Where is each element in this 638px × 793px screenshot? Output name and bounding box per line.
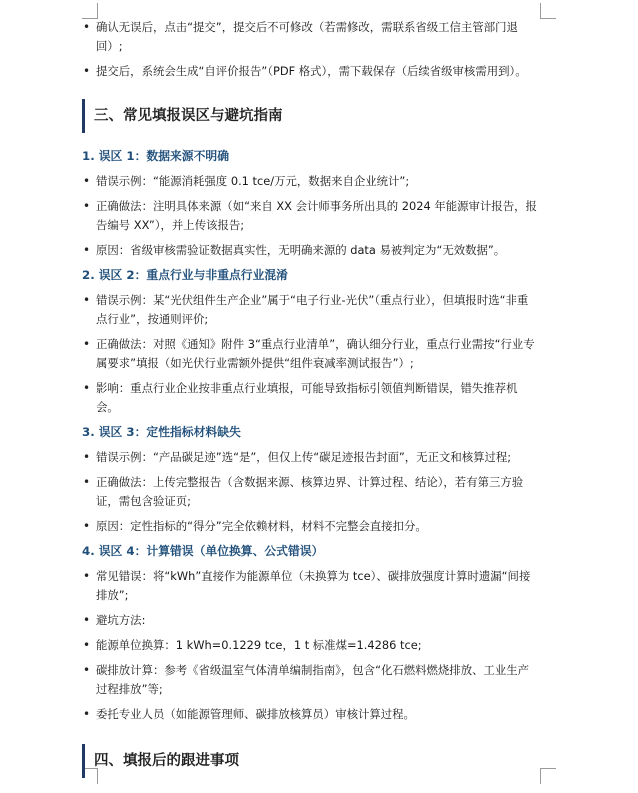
crop-mark-top-left-v <box>97 3 98 19</box>
section-heading: 三、常见填报误区与避坑指南 <box>82 99 538 133</box>
bullet-item: • 提交后，系统会生成“自评价报告”（PDF 格式），需下载保存（后续省级审核需用到）。 <box>82 62 538 81</box>
crop-mark-bottom-right-v <box>540 768 541 784</box>
bullet-item: • 确认无误后，点击“提交”，提交后不可修改（若需修改，需联系省级工信主管部门退回）; <box>82 18 538 56</box>
bullet-item: • 正确做法：对照《通知》附件 3“重点行业清单”，确认细分行业，重点行业需按“行业专属要求”填报（如光伏行业需额外提供“组件衰减率测试报告”）; <box>82 335 538 373</box>
bullet-item: • 碳排放计算：参考《省级温室气体清单编制指南》，包含“化石燃料燃烧排放、工业生产过程排放”等; <box>82 661 538 699</box>
subheading-title: 误区 4：计算错误（单位换算、公式错误） <box>98 544 324 558</box>
crop-mark-bottom-right-h <box>540 768 556 769</box>
subheading-title: 误区 3：定性指标材料缺失 <box>98 425 241 439</box>
bullet-item: • 原因：省级审核需验证数据真实性，无明确来源的 data 易被判定为“无效数据”。 <box>82 241 538 260</box>
bullet-item: • 正确做法：注明具体来源（如“来自 XX 会计师事务所出具的 2024 年能源审计报告，报告编号 XX”），并上传该报告; <box>82 197 538 235</box>
crop-mark-top-right-h <box>540 18 556 19</box>
subheading-title: 误区 2：重点行业与非重点行业混淆 <box>98 268 288 282</box>
subheading-title: 误区 1：数据来源不明确 <box>98 149 229 163</box>
bullet-item: • 常见错误：将“kWh”直接作为能源单位（未换算为 tce）、碳排放强度计算时遗漏“间接排放”; <box>82 567 538 605</box>
bullet-item: • 原因：定性指标的“得分”完全依赖材料，材料不完整会直接扣分。 <box>82 517 538 536</box>
bullet-item: • 影响：重点行业企业按非重点行业填报，可能导致指标引领值判断错误，错失推荐机会。 <box>82 379 538 417</box>
subheading <box>82 423 538 442</box>
subheading-number: 2. <box>82 268 95 282</box>
bullet-item: • 错误示例：“能源消耗强度 0.1 tce/万元，数据来自企业统计”; <box>82 172 538 191</box>
bullet-item: • 错误示例：某“光伏组件生产企业”属于“电子行业-光伏”（重点行业），但填报时选“非重点行业”，按通则评价; <box>82 291 538 329</box>
bullet-item: • 委托专业人员（如能源管理师、碳排放核算员）审核计算过程。 <box>82 705 538 724</box>
subheading <box>82 147 538 166</box>
bullet-item: • 错误示例：“产品碳足迹”选“是”，但仅上传“碳足迹报告封面”，无正文和核算过程; <box>82 448 538 467</box>
section-heading: 四、填报后的跟进事项 <box>82 744 538 778</box>
subheading-number: 1. <box>82 149 95 163</box>
bullet-item: • 能源单位换算：1 kWh=0.1229 tce，1 t 标准煤=1.4286 tce; <box>82 636 538 655</box>
subheading <box>82 542 538 561</box>
subheading <box>82 266 538 285</box>
document-body <box>82 18 538 792</box>
subheading-number: 4. <box>82 544 95 558</box>
bullet-item: • 避坑方法: <box>82 611 538 630</box>
bullet-item: • 正确做法：上传完整报告（含数据来源、核算边界、计算过程、结论），若有第三方验证，需包含验证页; <box>82 473 538 511</box>
crop-mark-top-right-v <box>540 3 541 19</box>
subheading-number: 3. <box>82 425 95 439</box>
